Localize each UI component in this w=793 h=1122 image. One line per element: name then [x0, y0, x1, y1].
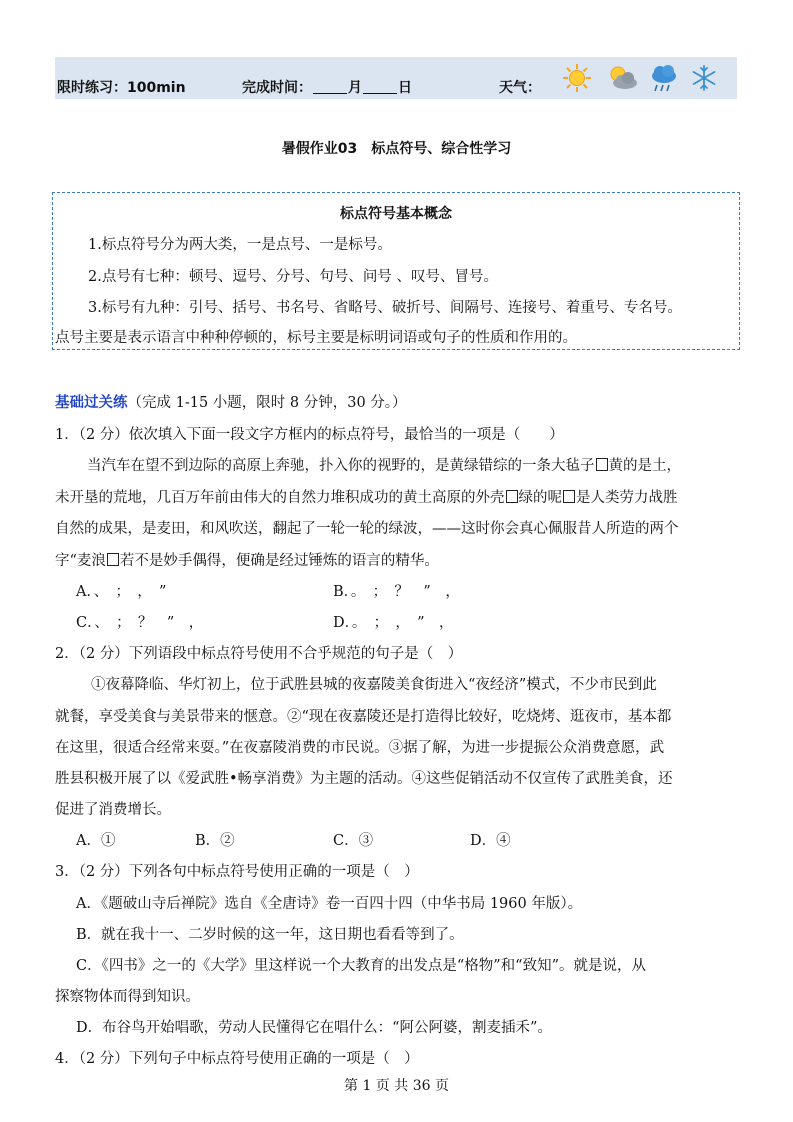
q3-option-c[interactable]: C．《四书》之一的《大学》里这样说一个大教育的出发点是“格物”和“致知”。就是说，从 [76, 958, 646, 974]
blank-box[interactable] [563, 490, 575, 503]
q2-passage-line-1: ①夜幕降临、华灯初上，位于武胜县城的夜嘉陵美食街进入“夜经济”模式，不少市民到此 [91, 677, 657, 693]
blank-box[interactable] [107, 553, 119, 566]
q2-option-b[interactable]: B．② [195, 833, 235, 849]
q1-option-a[interactable]: A．、 ； ， ” [76, 584, 167, 600]
q1-stem: 1．（2 分）依次填入下面一段文字方框内的标点符号，最恰当的一项是（ ） [55, 427, 564, 443]
q3-option-c-cont: 探察物体而得到知识。 [55, 989, 200, 1005]
partly-cloudy-icon[interactable] [605, 63, 639, 93]
q1-passage-line-1: 当汽车在望不到边际的高原上奔驰，扑入你的视野的，是黄绿错综的一条大毡子 黄的是土， [87, 458, 681, 474]
section-name: 基础过关练 [55, 395, 128, 411]
q1-passage-line-3: 自然的成果，是麦田，和风吹送，翻起了一轮一轮的绿波，——这时你会真心佩服昔人所造的两个 [55, 521, 679, 537]
q2-passage-line-4: 胜县积极开展了以《爱武胜•畅享消费》为主题的活动。④这些促销活动不仅宣传了武胜美食，还 [55, 771, 673, 787]
q3-option-b[interactable]: B．就在我十一、二岁时候的这一年，这日期也看看等到了。 [76, 927, 464, 943]
q2-stem: 2．（2 分）下列语段中标点符号使用不合乎规范的句子是（ ） [55, 646, 463, 662]
q1-option-c[interactable]: C．、 ； ？ ” ， [76, 615, 204, 631]
page-title: 暑假作业03 标点符号、综合性学习 [281, 141, 512, 157]
q4-stem: 4．（2 分）下列句子中标点符号使用正确的一项是（ ） [55, 1051, 419, 1067]
q2-option-a[interactable]: A．① [76, 833, 116, 849]
q1-passage-line-2: 未开垦的荒地，几百万年前由伟大的自然力堆积成功的黄土高原的外壳 绿的呢 是人类劳力战胜 [55, 490, 678, 506]
concept-line-4: 点号主要是表示语言中种种停顿的，标号主要是标明词语或句子的性质和作用的。 [55, 330, 577, 346]
q1-option-b[interactable]: B．。 ； ？ ” ， [333, 584, 460, 600]
finish-time-field: 完成时间： 月 日 [242, 80, 412, 96]
snowflake-icon[interactable] [690, 63, 718, 93]
q1-option-d[interactable]: D．。 ； ， ” ， [333, 615, 454, 631]
page-footer: 第 1 页 共 36 页 [344, 1078, 449, 1094]
q2-passage-line-2: 就餐，享受美食与美景带来的惬意。②“现在夜嘉陵还是打造得比较好，吃烧烤、逛夜市，基本都 [55, 709, 672, 725]
month-blank[interactable] [313, 80, 347, 94]
q2-option-d[interactable]: D．④ [470, 833, 511, 849]
q3-option-d[interactable]: D．布谷鸟开始唱歌，劳动人民懂得它在唱什么：“阿公阿婆，割麦插禾”。 [76, 1020, 552, 1036]
concept-box-title: 标点符号基本概念 [340, 206, 452, 222]
q2-passage-line-3: 在这里，很适合经常来耍。”在夜嘉陵消费的市民说。③据了解，为进一步提振公众消费意愿，武 [55, 740, 665, 756]
concept-line-2: 2.点号有七种：顿号、逗号、分号、句号、问号 、叹号、冒号。 [88, 269, 498, 285]
q2-passage-line-5: 促进了消费增长。 [55, 802, 171, 818]
concept-line-1: 1.标点符号分为两大类，一是点号、一是标号。 [88, 237, 392, 253]
q3-stem: 3．（2 分）下列各句中标点符号使用正确的一项是（ ） [55, 864, 419, 880]
blank-box[interactable] [506, 490, 518, 503]
concept-box [52, 192, 740, 350]
day-blank[interactable] [363, 80, 397, 94]
header-bar [55, 57, 737, 99]
q2-option-c[interactable]: C．③ [333, 833, 374, 849]
q1-passage-line-4: 字“麦浪 若不是妙手偶得，便确是经过锤炼的语言的精华。 [55, 553, 439, 569]
section-desc: （完成 1-15 小题，限时 8 分钟，30 分。） [127, 395, 407, 411]
concept-line-3: 3.标号有九种：引号、括号、书名号、省略号、破折号、间隔号、连接号、着重号、专名号。 [88, 300, 682, 316]
sun-icon[interactable] [562, 63, 592, 93]
weather-label: 天气： [499, 80, 541, 96]
q3-option-a[interactable]: A．《题破山寺后禅院》选自《全唐诗》卷一百四十四（中华书局 1960 年版）。 [76, 896, 583, 912]
blank-box[interactable] [596, 458, 608, 471]
rain-cloud-icon[interactable] [649, 63, 679, 95]
section-header [55, 391, 407, 412]
practice-time-label: 限时练习：100min [57, 80, 186, 96]
